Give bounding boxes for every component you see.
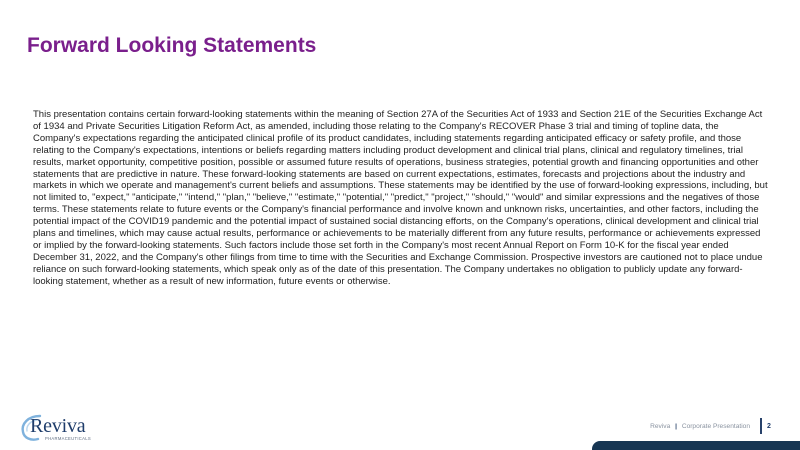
company-logo (20, 414, 120, 444)
footer-company: Reviva (650, 423, 671, 430)
footer-presentation-name: Corporate Presentation (681, 423, 750, 430)
page-number: 2 (767, 423, 771, 430)
footer-caption (650, 423, 750, 430)
logo-subtitle: PHARMACEUTICALS (45, 436, 91, 441)
bottom-accent-bar (592, 441, 800, 450)
slide-title: Forward Looking Statements (27, 34, 317, 57)
footer-separator: | (675, 423, 677, 430)
footer-divider (760, 418, 762, 434)
disclaimer-text: This presentation contains certain forward-looking statements within the meaning of Section 27A of the Securities Act of 1933 and Section 21E of the Securities Exchange Act of 1934 and Private Securities Litigation Reform Act, as amended, including those relating to the Company's RECOVER Phase 3 trial and timing of topline data, the Company's expectations regarding the anticipated clinical profile of its product candidates, including statements regarding anticipated efficacy or safety profile, and those relating to the Company's expectations, intentions or beliefs regarding matters including product development and clinical trial plans, clinical and regulatory timelines, trial results, market opportunity, competitive position, possible or assumed future results of operations, business strategies, potential growth and financing opportunities and other statements that are predictive in nature. These forward-looking statements are based on current expectations, estimates, forecasts and projections about the industry and markets in which we operate and management's current beliefs and assumptions. These statements may be identified by the use of forward-looking expressions, including, but not limited to, "expect," "anticipate," "intend," "plan," "believe," "estimate," "potential," "predict," "project," "should," "would" and similar expressions and the negatives of those terms. These statements relate to future events or the Company's financial performance and involve known and unknown risks, uncertainties, and other factors, including the potential impact of the COVID19 pandemic and the potential impact of sustained social distancing efforts, on the Company's operations, clinical development and clinical trial plans and timelines, which may cause actual results, performance or achievements to be materially different from any future results, performance or achievements expressed or implied by the forward-looking statements. Such factors include those set forth in the Company's most recent Annual Report on Form 10-K for the fiscal year ended December 31, 2022, and the Company's other filings from time to time with the Securities and Exchange Commission. Prospective investors are cautioned not to place undue reliance on such forward-looking statements, which speak only as of the date of this presentation. The Company undertakes no obligation to publicly update any forward-looking statement, whether as a result of new information, future events or otherwise. (33, 109, 768, 287)
logo-wordmark: Reviva (30, 415, 86, 437)
